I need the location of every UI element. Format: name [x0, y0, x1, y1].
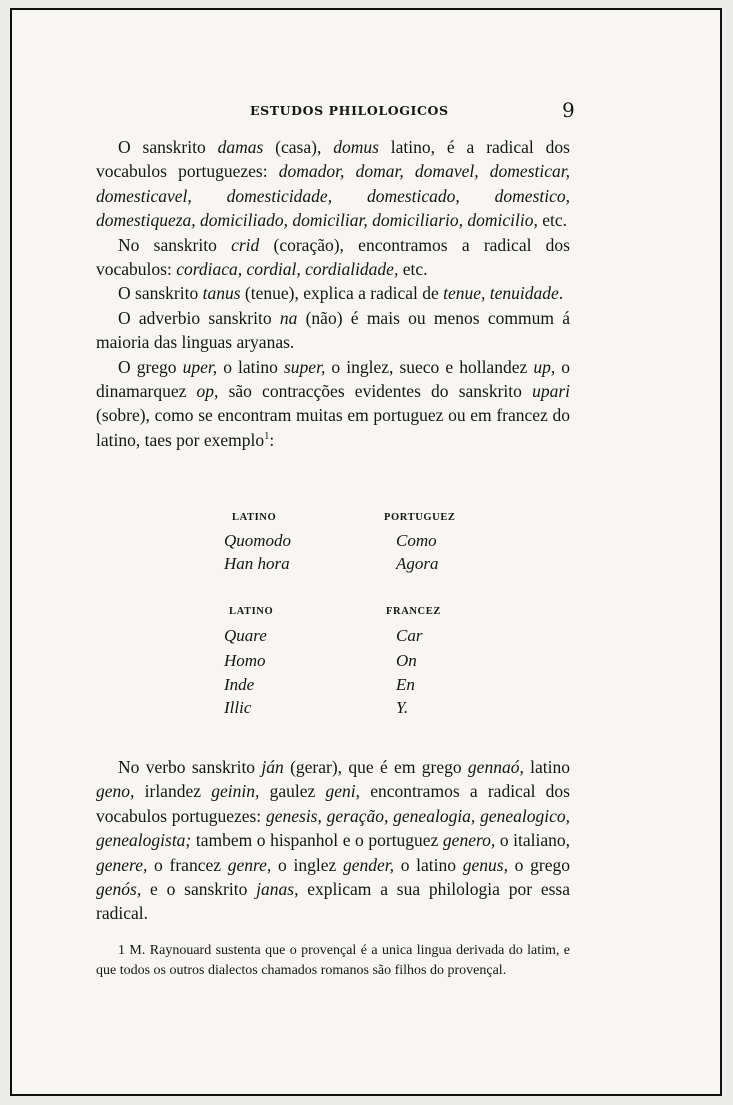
table2-left-word: Inde: [224, 675, 255, 694]
table2-right-header: FRANCEZ: [386, 606, 441, 617]
footnote-number: 1: [118, 943, 125, 958]
footnote-reference: 1: [264, 431, 270, 443]
table1-right-word: Como: [396, 531, 437, 550]
book-page: [10, 8, 722, 1096]
page-header: [12, 98, 720, 123]
running-title: ESTUDOS PHILOLOGICOS: [250, 103, 449, 118]
table2-left-word: Illic: [224, 698, 252, 717]
paragraph: O sanskrito damas (casa), domus latino, é a radical dos vocabulos portuguezes: domador, domar, domavel, domesticar, domesticavel, domesticidade, domesticado, domestico, domestiqueza, domiciliado, domiciliar, domiciliario, domicilio, etc.: [96, 137, 570, 231]
table2-left-word: Quare: [224, 626, 267, 645]
paragraph: No verbo sanskrito ján (gerar), que é em grego gennaó, latino geno, irlandez geinin, gaulez geni, encontramos a radical dos vocabulos portuguezes: genesis, geração, genealogia, genealogico, genealogista; tambem o hispanhol e o portuguez genero, o italiano, genere, o francez genre, o inglez gender, o latino genus, o grego genós, e o sanskrito janas, explicam a sua philologia por essa radical.: [96, 757, 571, 924]
main-text-continued: [96, 755, 570, 926]
table1-left-word: Han hora: [224, 554, 290, 573]
table1-right-word: Agora: [396, 554, 439, 573]
table2-right-word: Y.: [396, 698, 409, 717]
paragraph: No sanskrito crid (coração), encontramos a radical dos vocabulos: cordiaca, cordial, cordialidade, etc.: [96, 234, 570, 280]
table1-left-header: LATINO: [232, 512, 277, 523]
table2-right-word: On: [396, 651, 417, 670]
table1-left-word: Quomodo: [224, 531, 292, 550]
table2-left-word: Homo: [224, 651, 266, 670]
paragraph: O adverbio sanskrito na (não) é mais ou menos commum á maioria das linguas aryanas.: [96, 307, 570, 353]
table2-left-header: LATINO: [229, 606, 274, 617]
paragraph: O grego uper, o latino super, o inglez, sueco e hollandez up, o dinamarquez op, são contracções evidentes do sanskrito upari (sobre), como se encontram muitas em portuguez ou em francez do latino, taes por exemplo$^1$:: [96, 356, 571, 450]
footnote-text: M. Raynouard sustenta que o provençal é a unica lingua derivada do latim, e que todos os outros dialectos chamados romanos são filhos do provençal.: [96, 943, 570, 978]
paragraph: O sanskrito tanus (tenue), explica a radical de tenue, tenuidade.: [118, 283, 564, 304]
page-number: 9: [562, 98, 575, 122]
table1-right-header: PORTUGUEZ: [384, 512, 456, 523]
table2-right-word: En: [396, 675, 415, 694]
main-text: [96, 135, 570, 452]
footnote: [96, 941, 570, 980]
table2-right-word: Car: [396, 626, 423, 645]
